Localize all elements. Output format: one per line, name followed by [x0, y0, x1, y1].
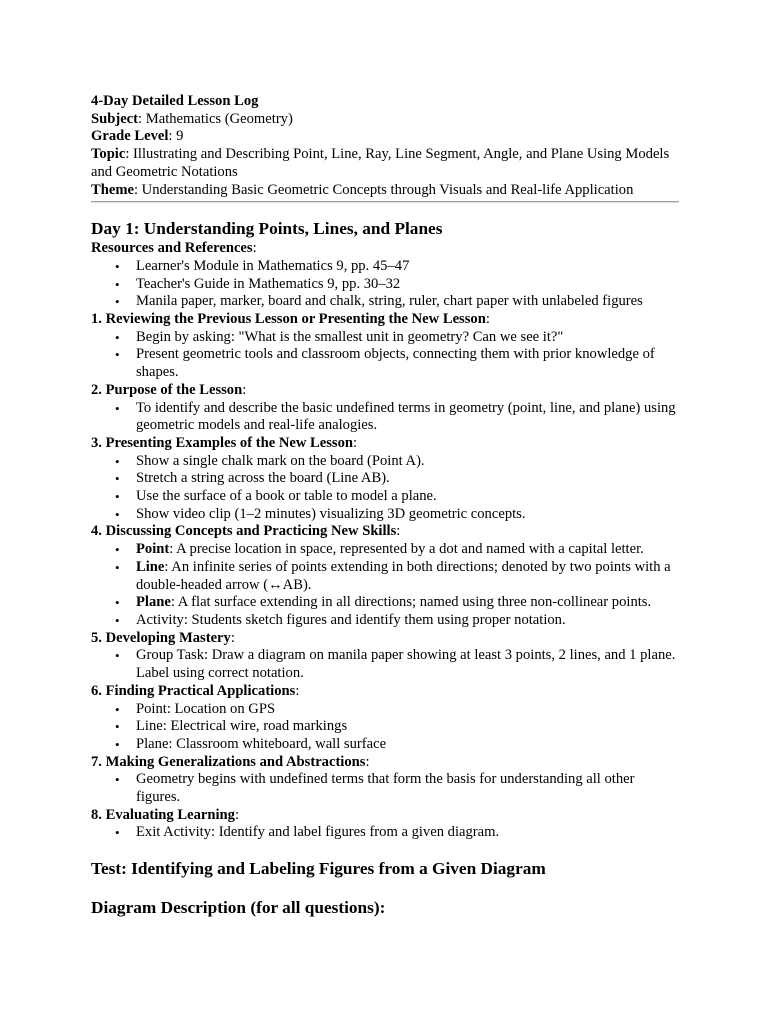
list-item: • Geometry begins with undefined terms that form the basis for understanding all other figures. — [136, 771, 681, 806]
list-item: • Activity: Students sketch figures and identify them using proper notation. — [136, 612, 681, 630]
subject-field: Subject: Mathematics (Geometry) — [91, 110, 293, 127]
topic-field: Topic: Illustrating and Describing Point, Line, Ray, Line Segment, Angle, and Plane Using Models and Geometric Notations — [91, 146, 670, 180]
section-label: 2. Purpose of the Lesson: — [91, 381, 247, 398]
list-item: • Show a single chalk mark on the board (Point A). — [136, 453, 681, 471]
resources-label: Resources and References: — [91, 240, 257, 257]
section-list — [91, 771, 681, 806]
test-heading: Test: Identifying and Labeling Figures from a Given Diagram — [91, 859, 546, 879]
section-label: 3. Presenting Examples of the New Lesson: — [91, 434, 358, 451]
list-item: • Show video clip (1–2 minutes) visualizing 3D geometric concepts. — [136, 506, 681, 524]
section-label: 8. Evaluating Learning: — [91, 806, 239, 823]
section-label: 6. Finding Practical Applications: — [91, 682, 300, 699]
list-item: • Plane: A flat surface extending in all directions; named using three non-collinear points. — [136, 594, 681, 612]
list-item: • Point: A precise location in space, represented by a dot and named with a capital letter. — [136, 541, 681, 559]
horizontal-rule — [91, 201, 679, 203]
section-label: 5. Developing Mastery: — [91, 629, 235, 646]
list-item: • Plane: Classroom whiteboard, wall surface — [136, 736, 681, 754]
list-item: • Teacher's Guide in Mathematics 9, pp. 30–32 — [136, 276, 681, 294]
section-list — [91, 701, 681, 754]
section-label: 1. Reviewing the Previous Lesson or Presenting the New Lesson: — [91, 311, 490, 328]
document-content — [91, 93, 681, 919]
list-item: • Line: An infinite series of points extending in both directions; denoted by two points with a double-headed arrow (↔AB). — [136, 559, 681, 594]
list-item: • Line: Electrical wire, road markings — [136, 718, 681, 736]
day1-heading: Day 1: Understanding Points, Lines, and Planes — [91, 219, 443, 239]
list-item: • Manila paper, marker, board and chalk, string, ruler, chart paper with unlabeled figures — [136, 293, 681, 311]
list-item: • Use the surface of a book or table to model a plane. — [136, 488, 681, 506]
list-item: • Learner's Module in Mathematics 9, pp. 45–47 — [136, 258, 681, 276]
theme-field: Theme: Understanding Basic Geometric Concepts through Visuals and Real-life Application — [91, 181, 634, 198]
grade-level-field: Grade Level: 9 — [91, 128, 184, 145]
section-list — [91, 541, 681, 630]
document-title: 4-Day Detailed Lesson Log — [91, 93, 259, 109]
list-item: • Present geometric tools and classroom objects, connecting them with prior knowledge of shapes. — [136, 346, 681, 381]
section-list — [91, 329, 681, 382]
list-item: • Point: Location on GPS — [136, 701, 681, 719]
section-list — [91, 453, 681, 524]
list-item: • Exit Activity: Identify and label figures from a given diagram. — [136, 824, 681, 842]
list-item: • Begin by asking: "What is the smallest unit in geometry? Can we see it?" — [136, 329, 681, 347]
resources-list — [91, 258, 681, 311]
section-list — [91, 824, 681, 842]
section-list — [91, 400, 681, 435]
section-label: 7. Making Generalizations and Abstractions: — [91, 753, 370, 770]
section-label: 4. Discussing Concepts and Practicing New Skills: — [91, 523, 401, 540]
section-list — [91, 647, 681, 682]
list-item: • Group Task: Draw a diagram on manila paper showing at least 3 points, 2 lines, and 1 plane. Label using correct notation. — [136, 647, 681, 682]
list-item: • To identify and describe the basic undefined terms in geometry (point, line, and plane) using geometric models and real-life analogies. — [136, 400, 681, 435]
diagram-description-heading: Diagram Description (for all questions): — [91, 898, 386, 918]
list-item: • Stretch a string across the board (Line AB). — [136, 470, 681, 488]
